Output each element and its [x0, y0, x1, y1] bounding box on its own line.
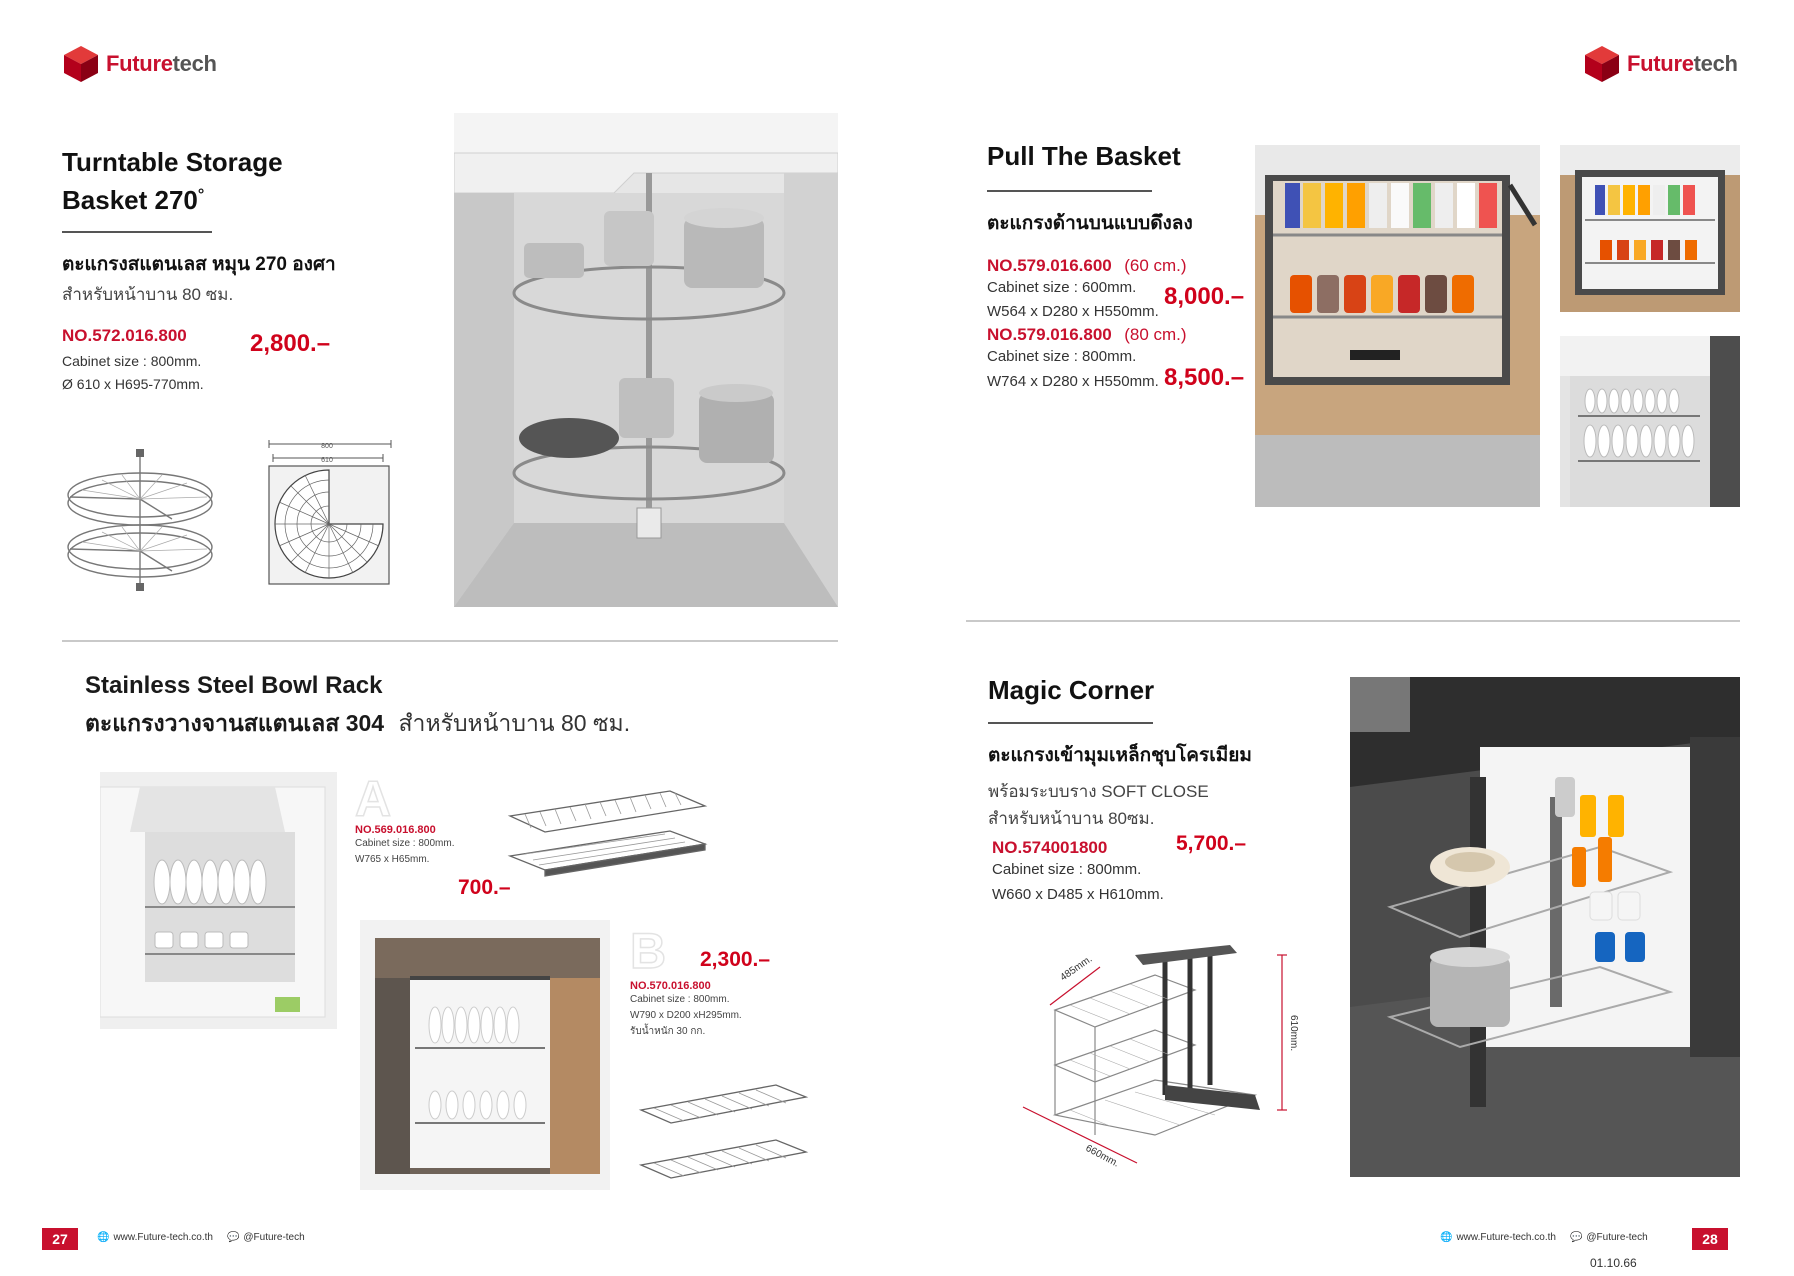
magic-corner-line1: พร้อมระบบราง SOFT CLOSE [988, 781, 1209, 801]
turntable-code: NO.572.016.800 [62, 326, 187, 346]
pull-basket-side-photo-top [1560, 145, 1740, 312]
magic-corner-section [988, 672, 1328, 832]
magic-corner-line2: สำหรับหน้าบาน 80ซม. [988, 808, 1155, 828]
pull-basket-title: Pull The Basket [987, 141, 1181, 171]
pull-basket-main-photo [1255, 145, 1540, 507]
pull-basket-spec-cabinet-80: Cabinet size : 800mm. [987, 348, 1137, 366]
pull-basket-price-80: 8,500.– [1164, 364, 1245, 391]
dim-height-label: 610mm. [1288, 1015, 1299, 1052]
turntable-photo [454, 113, 838, 607]
dim-width-label: 660mm. [1083, 1142, 1121, 1170]
magic-corner-spec-dimensions: W660 x D485 x H610mm. [992, 885, 1164, 903]
magic-corner-code: NO.574001800 [992, 838, 1108, 857]
pull-basket-side-photo-bottom [1560, 336, 1740, 507]
cube-logo-icon [62, 44, 100, 84]
rack-a-illustration [505, 786, 710, 896]
print-date: 01.10.66 [1590, 1256, 1637, 1270]
turntable-basket-illustration [62, 445, 218, 595]
footer-social[interactable]: @Future-tech [1586, 1232, 1648, 1243]
magic-corner-price: 5,700.– [1176, 832, 1247, 855]
turntable-thai-subtitle: สำหรับหน้าบาน 80 ซม. [62, 285, 234, 305]
variant-a-spec-dimensions: W765 x H65mm. [355, 854, 430, 865]
rack-b-illustration [636, 1075, 811, 1190]
page-number-left: 27 [42, 1228, 78, 1250]
variant-b-code: NO.570.016.800 [630, 980, 711, 992]
variant-b-spec-dimensions: W790 x D200 xH295mm. [630, 1010, 742, 1021]
turntable-price: 2,800.– [250, 330, 331, 357]
magic-corner-title: Magic Corner [988, 675, 1155, 705]
section-divider-right [966, 620, 1740, 622]
bowl-rack-b-photo [360, 920, 610, 1190]
turntable-spec-cabinet: Cabinet size : 800mm. [62, 353, 202, 370]
bowl-rack-a-photo [100, 772, 337, 1029]
dim-outer-label: 800 [321, 443, 333, 450]
globe-icon: 🌐 [97, 1232, 110, 1243]
brand-logo-left [62, 44, 217, 84]
page-number-right: 28 [1692, 1228, 1728, 1250]
variant-b-spec-cabinet: Cabinet size : 800mm. [630, 994, 730, 1005]
chat-icon: 💬 [226, 1232, 240, 1243]
brand-wordmark: Futuretech [1627, 51, 1738, 76]
pull-basket-spec-cabinet-60: Cabinet size : 600mm. [987, 278, 1137, 296]
pull-basket-spec-dim-60: W564 x D280 x H550mm. [987, 303, 1159, 321]
turntable-thai-title: ตะแกรงสแตนเลส หมุน 270 องศา [62, 254, 336, 276]
turntable-title: Turntable Storage Basket 270° [62, 147, 283, 215]
bowl-rack-heading [85, 672, 630, 742]
title-underline [988, 722, 1153, 724]
variant-a-spec-cabinet: Cabinet size : 800mm. [355, 838, 455, 849]
title-underline [987, 190, 1152, 192]
cube-logo-icon [1583, 44, 1621, 84]
turntable-plan-diagram [265, 440, 395, 590]
dim-inner-label: 610 [321, 457, 333, 464]
magic-corner-photo [1350, 677, 1740, 1177]
globe-icon: 🌐 [1440, 1232, 1453, 1243]
variant-b-price: 2,300.– [700, 948, 771, 971]
dim-depth-label: 485mm. [1058, 953, 1095, 984]
footer-left [97, 1232, 305, 1243]
bowl-rack-thai: ตะแกรงวางจานสแตนเลส 304 สำหรับหน้าบาน 80 ซม. [85, 710, 631, 736]
variant-a-letter: A [355, 771, 392, 827]
turntable-section [62, 144, 442, 397]
chat-icon: 💬 [1569, 1232, 1583, 1243]
pull-basket-code-80: NO.579.016.800 [987, 325, 1112, 345]
magic-corner-thai: ตะแกรงเข้ามุมเหล็กชุบโครเมียม [988, 744, 1252, 766]
title-underline [62, 231, 212, 233]
footer-website[interactable]: www.Future-tech.co.th [113, 1232, 213, 1243]
brand-logo-right [1583, 44, 1738, 84]
pull-basket-section [987, 138, 1267, 395]
pull-basket-price-60: 8,000.– [1164, 283, 1245, 310]
magic-corner-diagram [1015, 945, 1305, 1180]
magic-corner-spec-cabinet: Cabinet size : 800mm. [992, 861, 1142, 878]
pull-basket-code-60: NO.579.016.600 [987, 255, 1112, 275]
footer-website[interactable]: www.Future-tech.co.th [1456, 1232, 1556, 1243]
variant-b-details [630, 980, 742, 1040]
bowl-rack-title: Stainless Steel Bowl Rack [85, 672, 383, 699]
footer-right [1440, 1232, 1648, 1243]
turntable-spec-dimensions: Ø 610 x H695-770mm. [62, 376, 204, 393]
magic-corner-specs [992, 858, 1164, 908]
variant-b-spec-load: รับน้ำหนัก 30 กก. [630, 1026, 706, 1037]
pull-basket-spec-dim-80: W764 x D280 x H550mm. [987, 372, 1159, 390]
pull-basket-thai: ตะแกรงด้านบนแบบดึงลง [987, 212, 1193, 234]
pull-basket-item-80 [987, 325, 1267, 345]
section-divider-left [62, 640, 838, 642]
pull-basket-size-60: (60 cm.) [1124, 255, 1187, 275]
variant-a-code: NO.569.016.800 [355, 824, 436, 836]
footer-social[interactable]: @Future-tech [243, 1232, 305, 1243]
variant-a-details [355, 824, 455, 868]
pull-basket-size-80: (80 cm.) [1124, 325, 1187, 345]
brand-wordmark: Futuretech [106, 51, 217, 76]
variant-a-price: 700.– [458, 876, 511, 899]
pull-basket-item-60 [987, 256, 1267, 276]
variant-b-letter: B [630, 923, 667, 979]
